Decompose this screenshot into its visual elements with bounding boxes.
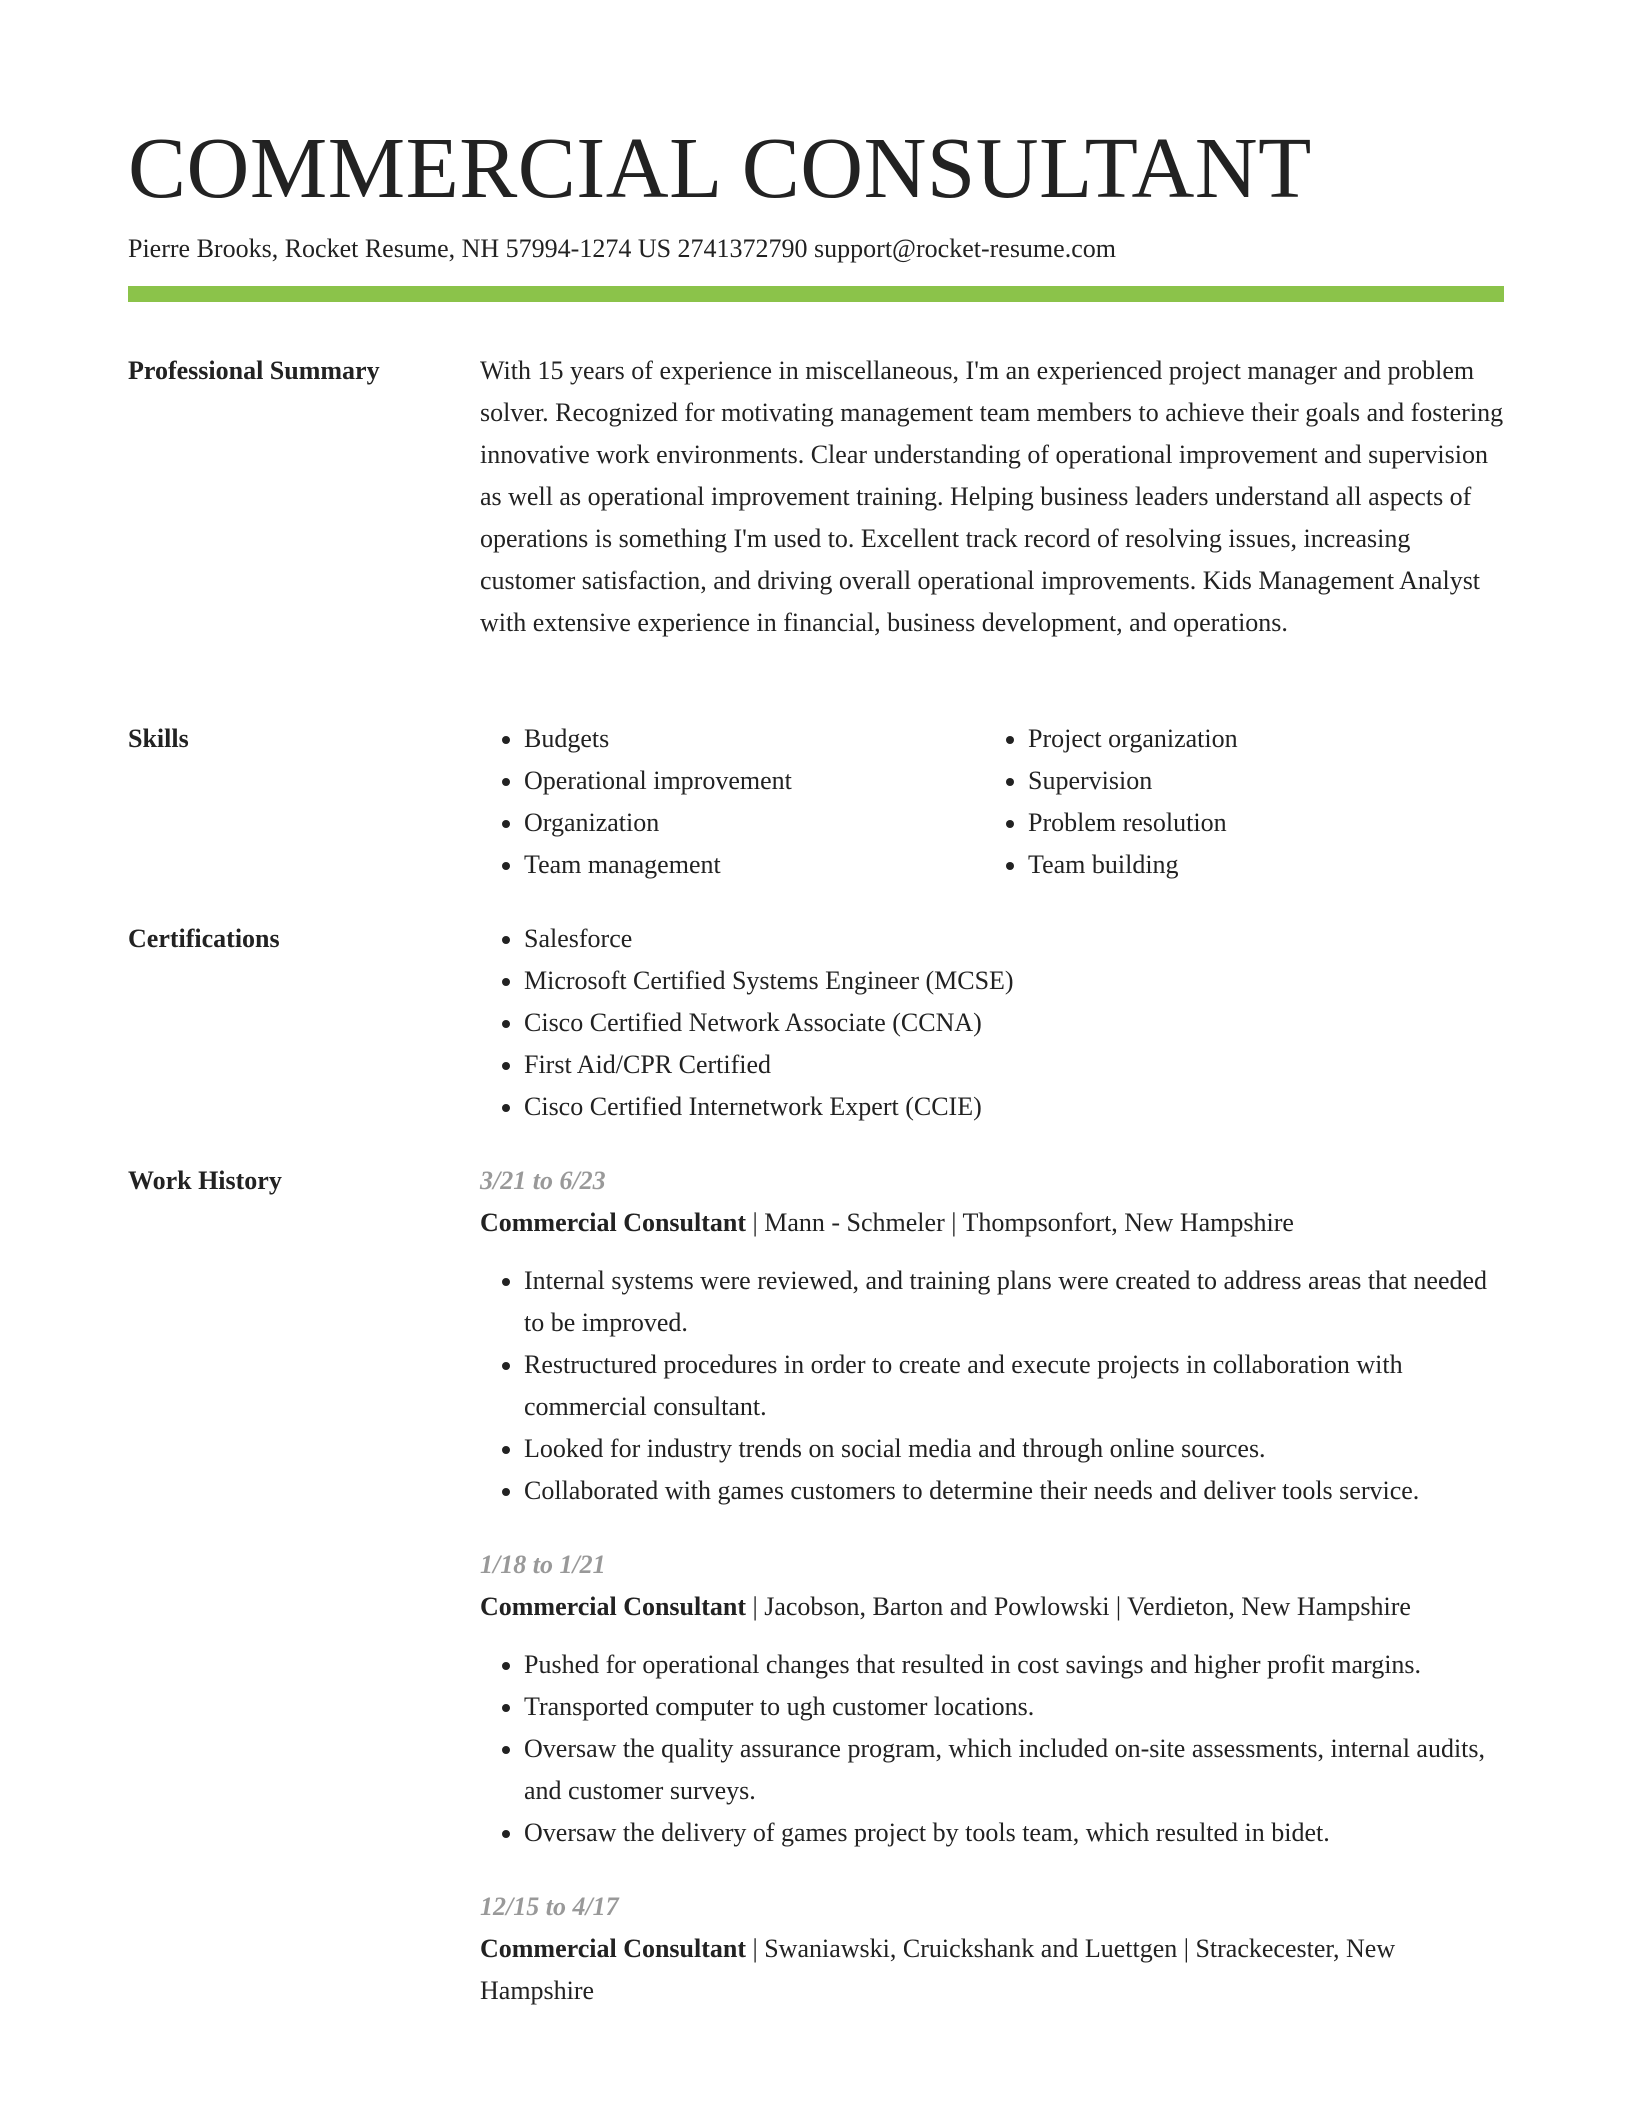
skills-column-left: [480, 718, 984, 886]
job-bullets: [480, 1260, 1504, 1512]
job-dates: 12/15 to 4/17: [480, 1892, 619, 1921]
job-details: | Mann - Schmeler | Thompsonfort, New Hampshire: [746, 1208, 1294, 1237]
job-bullet: • Collaborated with games customers to determine their needs and deliver tools service.: [524, 1470, 1504, 1512]
job-bullet: • Pushed for operational changes that resulted in cost savings and higher profit margins.: [524, 1644, 1504, 1686]
job-details: | Swaniawski, Cruickshank and Luettgen | Strackecester, New Hampshire: [480, 1934, 1396, 2005]
skill-item: • Team management: [524, 844, 984, 886]
skill-item: • Budgets: [524, 718, 984, 760]
certification-item: • Microsoft Certified Systems Engineer (MCSE): [524, 960, 1504, 1002]
job-details: | Jacobson, Barton and Powlowski | Verdieton, New Hampshire: [746, 1592, 1411, 1621]
skill-item: • Operational improvement: [524, 760, 984, 802]
skills-column-right: [984, 718, 1488, 886]
header-divider: [128, 286, 1504, 302]
job-bullet: • Restructured procedures in order to create and execute projects in collaboration with commercial consultant.: [524, 1344, 1504, 1428]
skills-columns: [480, 718, 1504, 886]
job-header: [480, 1586, 1504, 1628]
job-bullet: • Transported computer to ugh customer locations.: [524, 1686, 1504, 1728]
summary-text: With 15 years of experience in miscellaneous, I'm an experienced project manager and problem solver. Recognized for motivating management team members to achieve their goals and fostering innovative work environments. Clear understanding of operational improvement and supervision as well as operational improvement training. Helping business leaders understand all aspects of operations is something I'm used to. Excellent track record of resolving issues, increasing customer satisfaction, and driving overall operational improvements. Kids Management Analyst with extensive experience in financial, business development, and operations.: [480, 356, 1504, 637]
job-dates: 3/21 to 6/23: [480, 1166, 606, 1195]
job-bullet: • Oversaw the delivery of games project by tools team, which resulted in bidet.: [524, 1812, 1504, 1854]
job-bullet: • Internal systems were reviewed, and training plans were created to address areas that needed to be improved.: [524, 1260, 1504, 1344]
job-dates: 1/18 to 1/21: [480, 1550, 606, 1579]
job-title: Commercial Consultant: [480, 1934, 747, 1963]
skills-heading: Skills: [128, 724, 189, 753]
certifications-body: [480, 918, 1504, 1128]
job-entry: [480, 1544, 1504, 1854]
work-history-body: [480, 1160, 1504, 2044]
job-header: [480, 1928, 1504, 2012]
certifications-heading: Certifications: [128, 924, 280, 953]
job-entry: [480, 1160, 1504, 1512]
certification-item: • Cisco Certified Network Associate (CCNA): [524, 1002, 1504, 1044]
certification-item: • Salesforce: [524, 918, 1504, 960]
certification-item: • Cisco Certified Internetwork Expert (CCIE): [524, 1086, 1504, 1128]
certification-item: • First Aid/CPR Certified: [524, 1044, 1504, 1086]
contact-info: Pierre Brooks, Rocket Resume, NH 57994-1274 US 2741372790 support@rocket-resume.com: [128, 234, 1116, 263]
job-bullet: • Oversaw the quality assurance program, which included on-site assessments, internal audits, and customer surveys.: [524, 1728, 1504, 1812]
job-entry: [480, 1886, 1504, 2012]
summary-body: [480, 350, 1504, 644]
job-title: Commercial Consultant: [480, 1208, 747, 1237]
resume-title: COMMERCIAL CONSULTANT: [128, 119, 1312, 216]
skill-item: • Team building: [1028, 844, 1488, 886]
skill-item: • Organization: [524, 802, 984, 844]
skill-item: • Project organization: [1028, 718, 1488, 760]
job-header: [480, 1202, 1504, 1244]
job-bullets: [480, 1644, 1504, 1854]
work-history-heading: Work History: [128, 1166, 282, 1195]
skill-item: • Problem resolution: [1028, 802, 1488, 844]
job-bullet: • Looked for industry trends on social media and through online sources.: [524, 1428, 1504, 1470]
skills-body: [480, 718, 1504, 886]
summary-heading: Professional Summary: [128, 356, 380, 385]
skill-item: • Supervision: [1028, 760, 1488, 802]
job-title: Commercial Consultant: [480, 1592, 747, 1621]
